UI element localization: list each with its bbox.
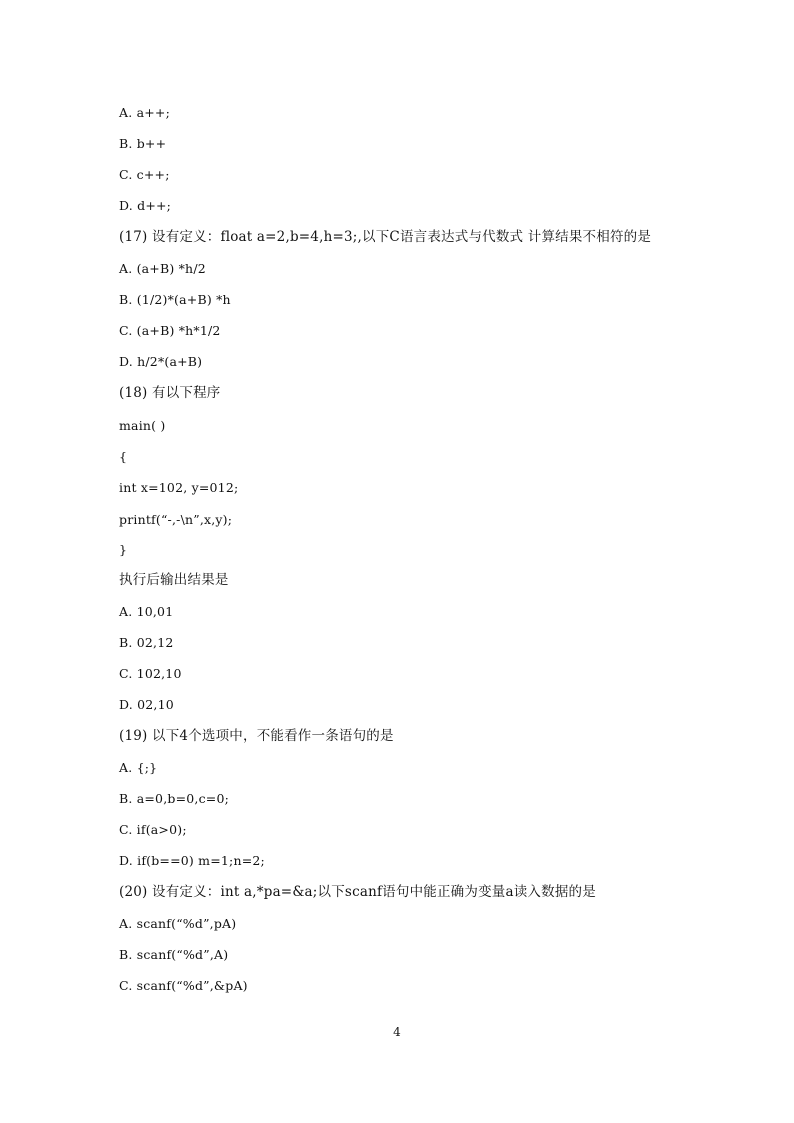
q18-option-c: C. 102,10 bbox=[119, 666, 182, 681]
q20-option-a: A. scanf(“%d”,pA) bbox=[119, 916, 237, 931]
q17-option-b: B. (1/2)*(a+B) *h bbox=[119, 292, 231, 307]
question-17: (17) 设有定义：float a=2,b=4,h=3;,以下C语言表达式与代数式 计算结果不相符的是 bbox=[119, 229, 652, 245]
q18-code-line-5: } bbox=[119, 542, 128, 557]
question-19: (19) 以下4个选项中，不能看作一条语句的是 bbox=[119, 728, 394, 744]
q19-option-c: C. if(a>0); bbox=[119, 822, 187, 837]
q18-code-line-1: main( ) bbox=[119, 418, 166, 433]
q17-option-a: A. (a+B) *h/2 bbox=[119, 261, 206, 276]
option-c-line: C. c++; bbox=[119, 167, 170, 182]
q18-option-d: D. 02,10 bbox=[119, 697, 174, 712]
question-20: (20) 设有定义：int a,*pa=&a;以下scanf语句中能正确为变量a读入数据的是 bbox=[119, 884, 596, 900]
q18-option-b: B. 02,12 bbox=[119, 635, 174, 650]
q20-option-c: C. scanf(“%d”,&pA) bbox=[119, 978, 248, 993]
q19-option-a: A. {;} bbox=[119, 760, 158, 775]
q17-option-d: D. h/2*(a+B) bbox=[119, 354, 203, 369]
q19-option-d: D. if(b==0) m=1;n=2; bbox=[119, 853, 265, 868]
option-a-line: A. a++; bbox=[119, 105, 170, 120]
q18-code-line-2: { bbox=[119, 449, 128, 464]
option-b-line: B. b++ bbox=[119, 136, 167, 151]
q17-option-c: C. (a+B) *h*1/2 bbox=[119, 323, 221, 338]
q19-option-b: B. a=0,b=0,c=0; bbox=[119, 791, 230, 806]
page-number: 4 bbox=[393, 1025, 401, 1039]
q18-code-line-4: printf(“-,-\n”,x,y); bbox=[119, 512, 233, 527]
q18-option-a: A. 10,01 bbox=[119, 604, 174, 619]
q18-code-line-3: int x=102, y=012; bbox=[119, 480, 239, 495]
q18-prompt: 执行后输出结果是 bbox=[119, 572, 229, 588]
question-18: (18) 有以下程序 bbox=[119, 385, 221, 401]
q20-option-b: B. scanf(“%d”,A) bbox=[119, 947, 229, 962]
option-d-line: D. d++; bbox=[119, 198, 172, 213]
